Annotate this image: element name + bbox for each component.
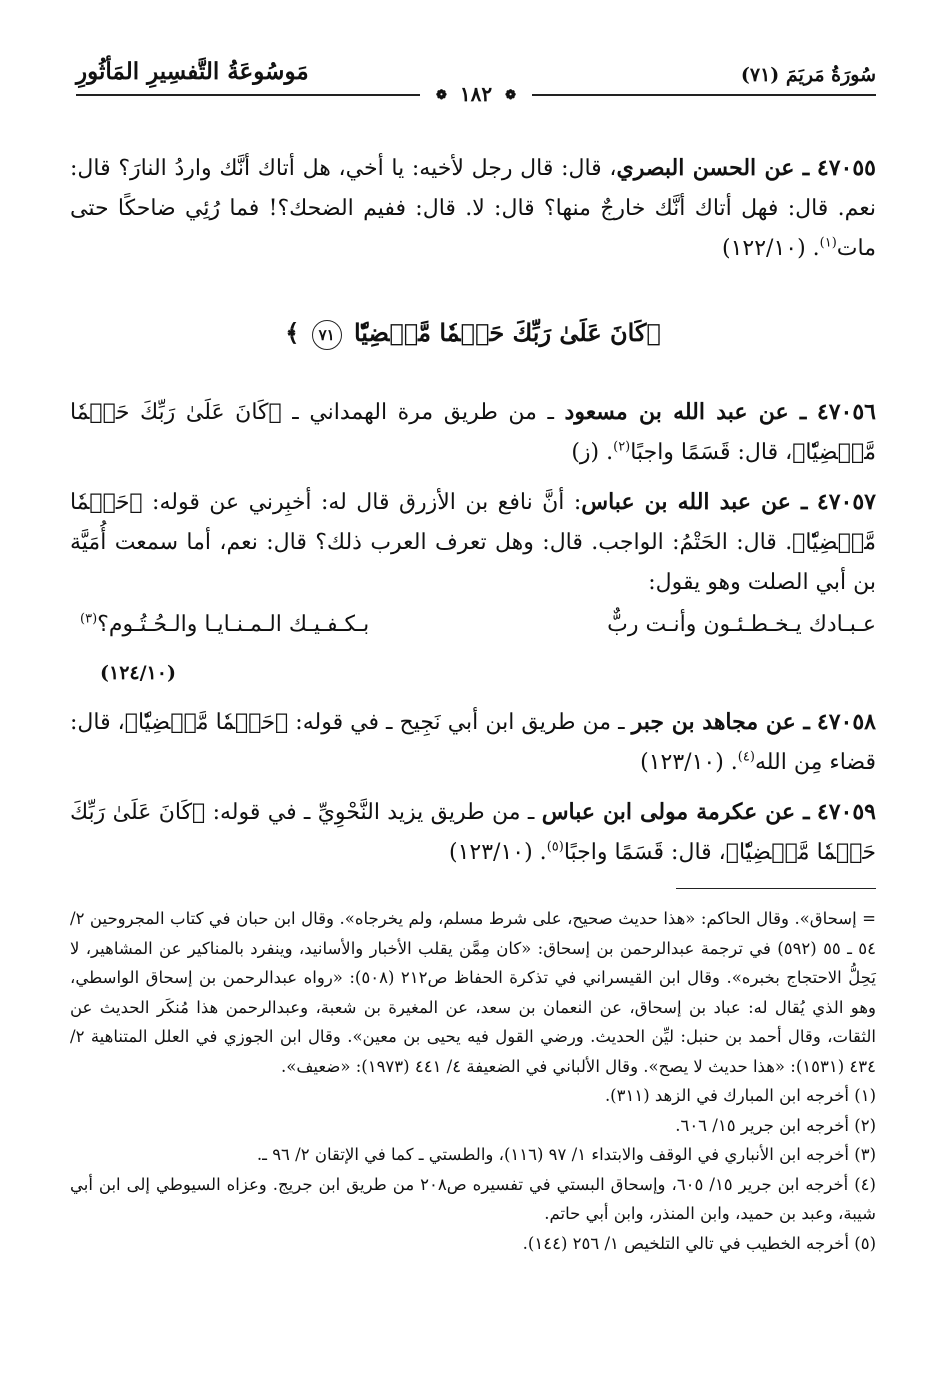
volume-reference: . (ز)	[571, 440, 614, 465]
ornament-icon: ❁	[436, 88, 447, 103]
running-header	[76, 58, 876, 108]
ornament-icon: ❁	[505, 88, 516, 103]
entry-number: ٤٧٠٥٩	[816, 799, 876, 825]
narration-entry: ٤٧٠٥٥ ـ عن الحسن البصري، قال: قال رجل لأخيه: يا أخي، هل أتاك أنَّك واردُ النارَ؟ قال: نعم. قال: فهل أتاك أنَّك خارجٌ منها؟ قال: لا. قال: ففيم الضحك؟! فما رُئِي ضاحكًا حتى مات$^{(١)}$. (١٢٢/١٠)	[70, 155, 876, 261]
footnote: (٢) أخرجه ابن جرير ١٥/ ٦٠٦.	[675, 1115, 876, 1135]
footnote: (٤) أخرجه ابن جرير ١٥/ ٦٠٥، وإسحاق البستي في تفسيره ص٢٠٨ من طريق ابن جريج. وعزاه السيوطي إلى ابن أبي شيبة، وعبد بن حميد، وابن المنذر، وابن أبي حاتم.	[70, 1174, 876, 1223]
narrator-name: عن عبد الله بن مسعود	[564, 399, 789, 425]
narrator-name: عن الحسن البصري	[616, 155, 795, 181]
footnote-marker: (٥)	[546, 839, 564, 855]
footnote-marker: (٤)	[737, 749, 755, 765]
verse-text: ﴿كَانَ عَلَىٰ رَبِّكَ حَتۡمٗا مَّقۡضِيّٗا	[353, 318, 661, 347]
footnote-marker: (٢)	[613, 439, 631, 455]
narration-entry: ٤٧٠٥٦ ـ عن عبد الله بن مسعود ـ من طريق مرة الهمداني ـ ﴿كَانَ عَلَىٰ رَبِّكَ حَتۡمٗا مَّقۡضِيّٗا﴾، قال: قَسَمًا واجبًا$^{(٢)}$. (ز)	[70, 399, 876, 465]
first-hemistich: عـبـادك يـخـطـئـون وأنـت ربٌّ	[607, 612, 876, 637]
footnote-continued: = إسحاق». وقال الحاكم: «هذا حديث صحيح، على شرط مسلم، ولم يخرجاه». وقال ابن حبان في كتاب المجروحين ٢/ ٥٤ ـ ٥٥ (٥٩٢) في ترجمة عبدالرحمن بن إسحاق: «كان مِمَّن يقلب الأخبار والأسانيد، وينفرد بالمناكير عن المشاهير، لا يَحِلُّ الاحتجاج بخبره». وقال ابن القيسراني في تذكرة الحفاظ ص٢١٢ (٥٠٨): «رواه عبدالرحمن بن إسحاق الواسطي، وهو الذي يُقال له: عباد بن إسحاق، عن النعمان بن سعد، عن المغيرة بن شعبة، وعبدالرحمن هذا مُنكَر الحديث عن الثقات، وقال أحمد بن حنبل: ليِّن الحديث. ورضي القول فيه يحيى بن معين». وقال ابن الجوزي في العلل المتناهية ٢/ ٤٣٤ (١٥٣١): «هذا حديث لا يصح». وقال الألباني في الضعيفة ٤/ ٤٤١ (١٩٧٣): «ضعيف».	[70, 909, 877, 1076]
footnotes	[70, 904, 876, 1258]
narration-text: ـ من طريق مرة الهمداني ـ ﴿كَانَ عَلَىٰ رَبِّكَ حَتۡمٗا مَّقۡضِيّٗا﴾، قال: قَسَمًا واجبًا	[70, 400, 876, 465]
entry-number: ٤٧٠٥٧	[816, 489, 876, 515]
narrator-name: عن عبد الله بن عباس	[581, 489, 791, 515]
entry-number: ٤٧٠٥٨	[816, 709, 876, 735]
verse-close-bracket: ﴾	[285, 318, 300, 347]
second-hemistich: بـكـفـيـك الـمـنـايـا والـحُـتُـوم؟	[97, 612, 370, 637]
second-hemistich-wrap	[80, 612, 369, 637]
narrator-name: عن مجاهد بن جبر	[631, 709, 796, 735]
footnote: (٣) أخرجه ابن الأنباري في الوقف والابتداء ١/ ٩٧ (١١٦)، والطستي ـ كما في الإتقان ٢/ ٩٦ ـ.	[256, 1145, 876, 1164]
book-title: مَوسُوعَةُ التَّفسِيرِ المَأثُورِ	[76, 58, 309, 85]
footnote: (١) أخرجه ابن المبارك في الزهد (٣١١).	[604, 1086, 876, 1105]
narration-text: ـ من طريق ابن أبي نَجِيح ـ في قوله: ﴿حَتۡمٗا مَّقۡضِيّٗا﴾، قال: قضاء مِن الله	[70, 710, 876, 775]
footnote-separator	[676, 888, 876, 889]
page-number-block	[420, 82, 532, 106]
entry-number: ٤٧٠٥٦	[816, 399, 876, 425]
volume-reference: . (١٢٣/١٠)	[640, 750, 738, 775]
volume-reference: (١٢٤/١٠)	[100, 662, 176, 684]
footnote: (٥) أخرجه الخطيب في تالي التلخيص ١/ ٢٥٦ (١٤٤).	[522, 1233, 876, 1253]
narrator-name: عن عكرمة مولى ابن عباس	[541, 799, 796, 825]
surah-name: سُورَةُ مَريَمَ	[785, 64, 876, 86]
narration-entry: ٤٧٠٥٧ ـ عن عبد الله بن عباس: أنَّ نافع بن الأزرق قال له: أخبِرني عن قوله: ﴿حَتۡمٗا مَّقۡضِيّٗا﴾. قال: الحَتْمُ: الواجب. قال: وهل تعرف العرب ذلك؟ قال: نعم، أما سمعت أُمَيَّة بن أبي الصلت وهو يقول:	[70, 489, 876, 595]
narration-text: ـ من طريق يزيد النَّحْوِيِّ ـ في قوله: ﴿كَانَ عَلَىٰ رَبِّكَ حَتۡمٗا مَّقۡضِيّٗا﴾، قال: قَسَمًا واجبًا	[70, 800, 876, 865]
quran-verse-heading	[70, 318, 876, 350]
surah-verse-label	[741, 64, 876, 86]
entry-number: ٤٧٠٥٥	[816, 155, 876, 181]
poetry-verse	[80, 612, 876, 652]
narration-text: : أنَّ نافع بن الأزرق قال له: أخبِرني عن قوله: ﴿حَتۡمٗا مَّقۡضِيّٗا﴾. قال: الحَتْمُ: الواجب. قال: وهل تعرف العرب ذلك؟ قال: نعم، أما سمعت أُمَيَّة بن أبي الصلت وهو يقول:	[70, 490, 876, 595]
narration-entry: ٤٧٠٥٩ ـ عن عكرمة مولى ابن عباس ـ من طريق يزيد النَّحْوِيِّ ـ في قوله: ﴿كَانَ عَلَىٰ رَبِّكَ حَتۡمٗا مَّقۡضِيّٗا﴾، قال: قَسَمًا واجبًا$^{(٥)}$. (١٢٣/١٠)	[70, 799, 876, 865]
verse-number: (٧١)	[740, 64, 780, 86]
footnote-marker: (١)	[819, 235, 837, 251]
volume-reference: . (١٢٢/١٠)	[721, 236, 820, 261]
page-number: ١٨٢	[459, 82, 493, 106]
volume-reference: . (١٢٣/١٠)	[449, 840, 547, 865]
narration-text: ، قال: قال رجل لأخيه: يا أخي، هل أتاك أنَّك واردُ النارَ؟ قال: نعم. قال: فهل أتاك أنَّك خارجٌ منها؟ قال: لا. قال: ففيم الضحك؟! فما رُئِي ضاحكًا حتى مات	[70, 156, 876, 261]
footnote-marker: (٣)	[80, 611, 98, 627]
narration-entry: ٤٧٠٥٨ ـ عن مجاهد بن جبر ـ من طريق ابن أبي نَجِيح ـ في قوله: ﴿حَتۡمٗا مَّقۡضِيّٗا﴾، قال: قضاء مِن الله$^{(٤)}$. (١٢٣/١٠)	[70, 709, 876, 775]
verse-number-badge: ٧١	[312, 320, 342, 350]
